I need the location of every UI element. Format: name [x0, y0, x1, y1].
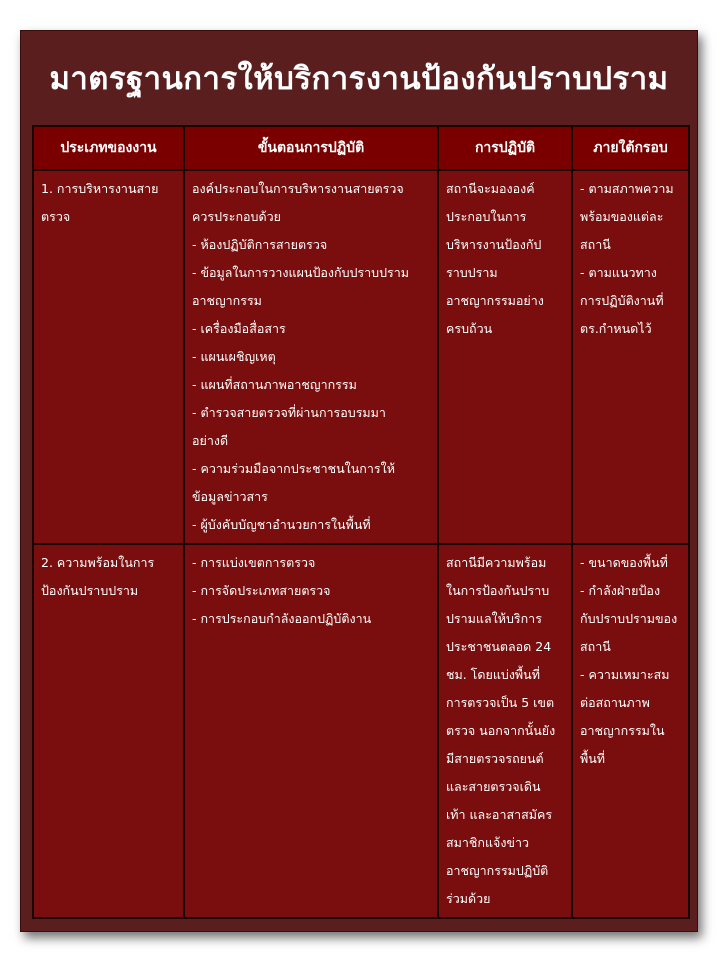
table-row	[33, 544, 689, 918]
cell-line: - ห้องปฏิบัติการสายตรวจ	[192, 237, 328, 252]
cell-work-type	[33, 170, 184, 544]
cell-line: - เครื่องมือสื่อสาร	[192, 321, 286, 336]
cell-line: - การแบ่งเขตการตรวจ	[192, 555, 316, 570]
cell-line: การปฏิบัติงานที่	[580, 293, 664, 308]
cell-line: อย่างดี	[192, 433, 229, 448]
cell-line: ปรามแลให้บริการ	[446, 611, 542, 626]
document-card	[20, 30, 698, 932]
cell-line: อาชญากรรมอย่าง	[446, 293, 544, 308]
cell-work-type	[33, 544, 184, 918]
cell-line: ราบปราม	[446, 265, 498, 280]
cell-line: สถานีจะมององค์	[446, 181, 535, 196]
cell-line: ข้อมูลข่าวสาร	[192, 489, 268, 504]
cell-line: - ขนาดของพื้นที่	[580, 555, 668, 570]
header-framework: ภายใต้กรอบ	[572, 126, 689, 170]
cell-line: อาชญากรรมปฏิบัติ	[446, 863, 549, 878]
cell-line: - ตำรวจสายตรวจที่ผ่านการอบรมมา	[192, 405, 386, 420]
cell-line: - ข้อมูลในการวางแผนป้องกับปราบปราม	[192, 265, 410, 280]
cell-line: อาชญากรรม	[192, 293, 262, 308]
cell-line: 2. ความพร้อมในการ	[41, 555, 155, 570]
cell-line: เท้า และอาสาสมัคร	[446, 807, 553, 822]
cell-line: กับปราบปรามของ	[580, 611, 678, 626]
cell-line: ประชาชนตลอด 24	[446, 639, 552, 654]
cell-line: บริหารงานป้องกัป	[446, 237, 542, 252]
cell-line: ควรประกอบด้วย	[192, 209, 281, 224]
cell-line: การตรวจเป็น 5 เขต	[446, 695, 555, 710]
table-row	[33, 170, 689, 544]
cell-line: 1. การบริหารงานสาย	[41, 181, 159, 196]
header-practice: การปฏิบัติ	[438, 126, 572, 170]
cell-line: ครบถ้วน	[446, 321, 493, 336]
cell-line: สมาชิกแจ้งข่าว	[446, 835, 530, 850]
cell-line: พร้อมของแต่ละ	[580, 209, 664, 224]
cell-framework	[572, 544, 689, 918]
cell-line: - ตามแนวทาง	[580, 265, 657, 280]
cell-practice	[438, 544, 572, 918]
cell-line: - กำลังฝ่ายป้อง	[580, 583, 661, 598]
cell-line: ป้องกันปราบปราม	[41, 583, 139, 598]
cell-line: ประกอบในการ	[446, 209, 527, 224]
header-work-type: ประเภทของงาน	[33, 126, 184, 170]
cell-line: ชม. โดยแบ่งพื้นที่	[446, 667, 540, 682]
cell-line: ตร.กำหนดไว้	[580, 321, 652, 336]
cell-line: - ผู้บังคับบัญชาอำนวยการในพื้นที่	[192, 517, 371, 532]
cell-line: มีสายตรวจรถยนต์	[446, 751, 544, 766]
cell-line: - แผนเผชิญเหตุ	[192, 349, 276, 364]
cell-line: สถานี	[580, 639, 611, 654]
cell-line: ร่วมด้วย	[446, 891, 491, 906]
cell-line: ตรวจ นอกจากนั้นยัง	[446, 723, 556, 738]
cell-line: - การประกอบกำลังออกปฏิบัติงาน	[192, 611, 372, 626]
cell-framework	[572, 170, 689, 544]
cell-line: ต่อสถานภาพ	[580, 695, 650, 710]
cell-practice	[438, 170, 572, 544]
cell-line: - ความร่วมมือจากประชาชนในการให้	[192, 461, 395, 476]
page-title: มาตรฐานการให้บริการงานป้องกันปราบปราม	[49, 61, 669, 97]
standards-table	[32, 125, 690, 919]
cell-line: สถานี	[580, 237, 611, 252]
cell-line: - การจัดประเภทสายตรวจ	[192, 583, 331, 598]
cell-line: ในการป้องกันปราบ	[446, 583, 550, 598]
cell-line: - ตามสภาพความ	[580, 181, 674, 196]
cell-line: ตรวจ	[41, 209, 71, 224]
cell-line: และสายตรวจเดิน	[446, 779, 541, 794]
cell-line: พื้นที่	[580, 751, 606, 766]
cell-line: สถานีมีความพร้อม	[446, 555, 547, 570]
cell-line: องค์ประกอบในการบริหารงานสายตรวจ	[192, 181, 404, 196]
cell-procedure	[184, 544, 438, 918]
header-procedure: ขั้นตอนการปฏิบัติ	[184, 126, 438, 170]
cell-line: อาชญากรรมใน	[580, 723, 665, 738]
cell-line: - แผนที่สถานภาพอาชญากรรม	[192, 377, 357, 392]
cell-procedure	[184, 170, 438, 544]
cell-line: - ความเหมาะสม	[580, 667, 670, 682]
table-header-row	[33, 126, 689, 170]
